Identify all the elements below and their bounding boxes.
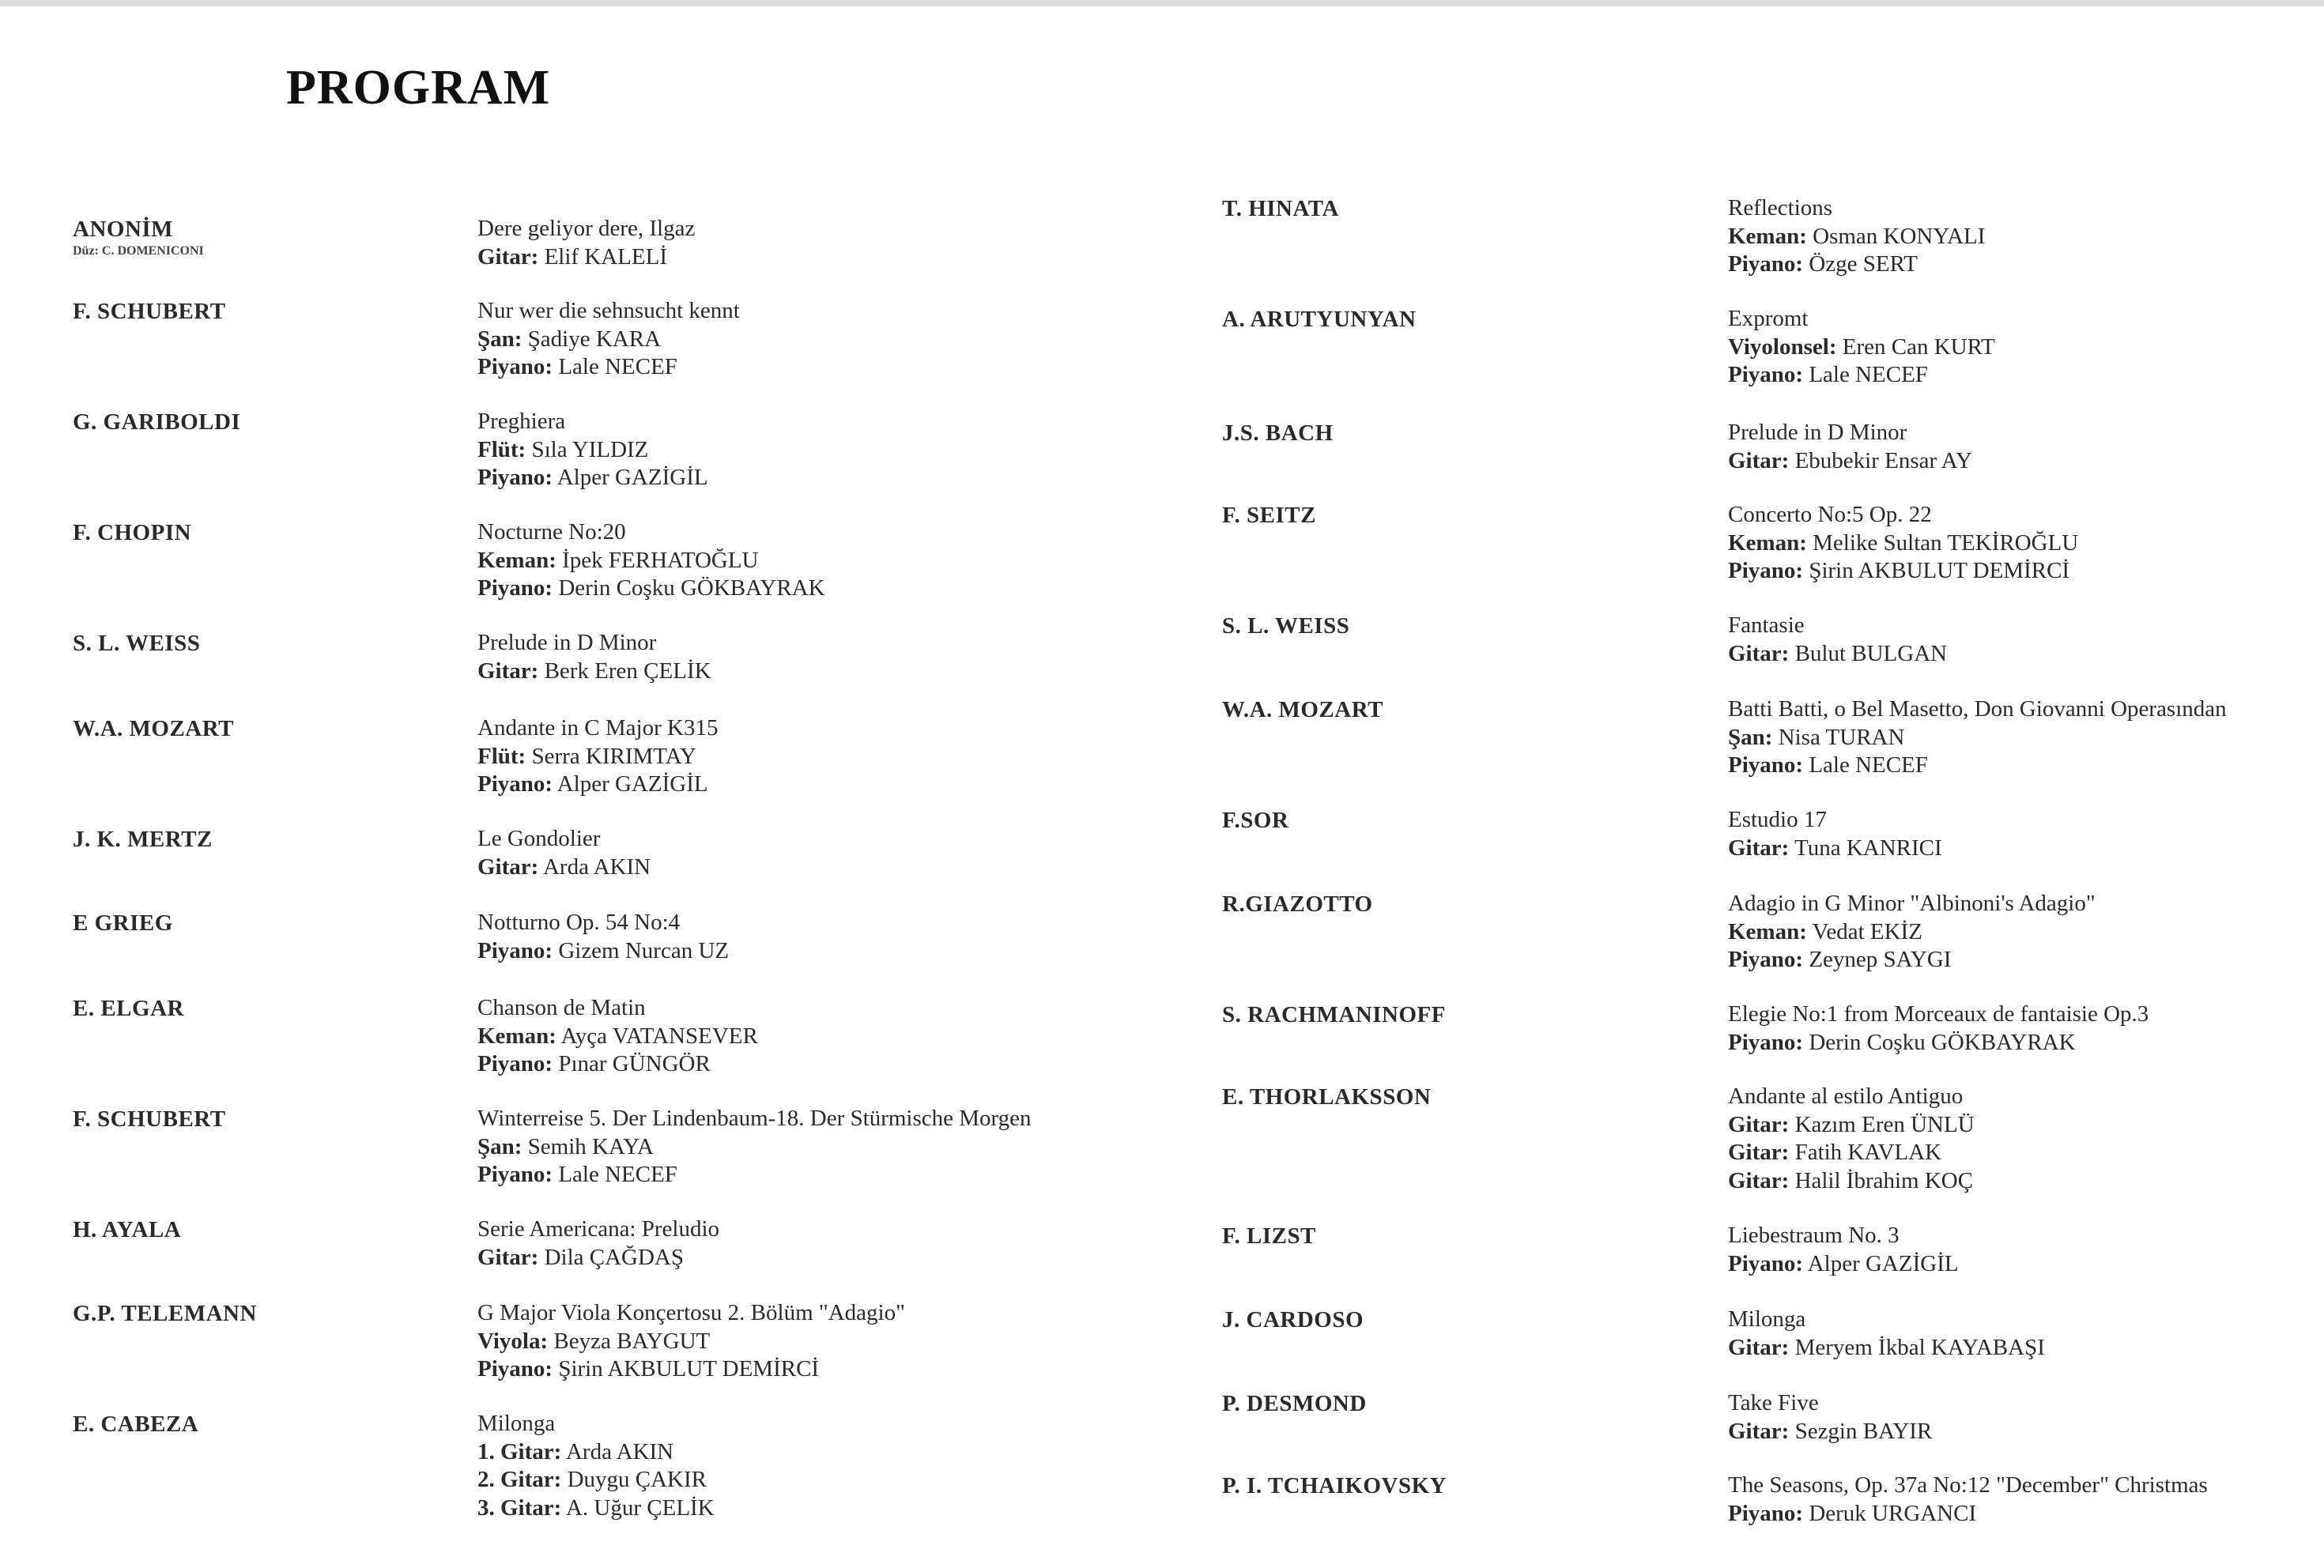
instrument-label: Flüt: (477, 436, 526, 462)
composer-name (1222, 1083, 1728, 1195)
performer-line (477, 353, 740, 382)
performer-line (477, 1466, 715, 1494)
piece-title: Batti Batti, o Bel Masetto, Don Giovanni Operasından (1728, 696, 2227, 722)
instrument-label: Şan: (477, 1133, 523, 1159)
arranger-credit: Düz: C. DOMENICONI (73, 244, 204, 258)
composer-name (1222, 1222, 1728, 1278)
piece-details (1728, 1001, 2149, 1057)
performer-line (477, 937, 729, 966)
piece-details (1728, 1306, 2045, 1362)
instrument-label: Keman: (1728, 918, 1807, 944)
performer-name: Arda AKIN (561, 1438, 674, 1464)
program-entry (1222, 890, 2096, 974)
piece-details (1728, 419, 1972, 475)
piece-title: Andante al estilo Antiguo (1728, 1084, 1964, 1109)
instrument-label: Piyano: (1728, 752, 1804, 778)
performer-name: Fatih KAVLAK (1789, 1140, 1942, 1165)
performer-line (1728, 640, 1947, 669)
piece-details (477, 994, 758, 1079)
performer-name: Lale NECEF (553, 1162, 677, 1187)
composer-label: F. SCHUBERT (73, 1106, 226, 1132)
piece-title: Chanson de Matin (477, 995, 646, 1020)
performer-line (477, 854, 651, 882)
piece-title: Expromt (1728, 306, 1809, 331)
piece-details (1728, 695, 2227, 780)
instrument-label: Gitar: (1728, 447, 1790, 473)
performer-line (1728, 361, 1995, 390)
instrument-label: Gitar: (1728, 640, 1790, 666)
instrument-label: Piyano: (477, 1162, 553, 1187)
piece-title: Winterreise 5. Der Lindenbaum-18. Der Stürmische Morgen (477, 1106, 1032, 1131)
performer-line (477, 1438, 715, 1467)
piece-title: Elegie No:1 from Morceaux de fantaisie Op.3 (1728, 1001, 2149, 1027)
instrument-label: 3. Gitar: (477, 1494, 562, 1521)
performer-line (1728, 918, 2096, 947)
piece-details (1728, 501, 2078, 586)
composer-name (1222, 890, 1728, 974)
performer-line (1728, 1167, 1975, 1196)
composer-name (1222, 501, 1728, 586)
performer-name: Duygu ÇAKIR (561, 1467, 707, 1492)
piece-title: Take Five (1728, 1390, 1819, 1415)
instrument-label: Gitar: (477, 658, 539, 684)
performer-line (1728, 447, 1972, 476)
instrument-label: Piyano: (1728, 1500, 1804, 1526)
program-entry (1222, 305, 1995, 390)
program-entry (73, 1410, 715, 1522)
piece-details (477, 215, 695, 271)
program-entry (73, 518, 825, 603)
performer-name: Eren Can KURT (1836, 334, 1995, 360)
instrument-label: Gitar: (1728, 835, 1790, 861)
performer-line (1728, 1139, 1975, 1167)
composer-label: W.A. MOZART (73, 716, 235, 741)
piece-details (477, 629, 711, 685)
performer-line (477, 658, 711, 686)
performer-name: Şadiye KARA (522, 326, 662, 352)
instrument-label: Keman: (477, 1023, 556, 1049)
instrument-label: Şan: (1728, 724, 1773, 750)
piece-title: Andante in C Major K315 (477, 715, 719, 741)
program-entry (73, 1299, 905, 1384)
composer-name (1222, 806, 1728, 862)
composer-label: T. HINATA (1222, 196, 1339, 221)
instrument-label: Viyola: (477, 1328, 549, 1354)
instrument-label: Piyano: (477, 575, 553, 601)
instrument-label: Şan: (477, 326, 523, 352)
instrument-label: Piyano: (1728, 1029, 1804, 1055)
performer-name: Derin Coşku GÖKBAYRAK (553, 575, 825, 601)
composer-label: ANONİM (73, 217, 174, 242)
piece-details (477, 408, 708, 492)
performer-name: Elif KALELİ (538, 243, 667, 270)
instrument-label: Gitar: (477, 243, 539, 270)
program-entry (1222, 1001, 2149, 1057)
instrument-label: Piyano: (477, 1051, 553, 1076)
performer-line (477, 1494, 715, 1523)
composer-label: W.A. MOZART (1222, 697, 1384, 722)
performer-name: Nisa TURAN (1772, 724, 1905, 750)
performer-line (1728, 334, 1995, 362)
piece-title: G Major Viola Konçertosu 2. Bölüm "Adagio" (477, 1300, 905, 1325)
performer-name: Kazım Eren ÜNLÜ (1789, 1111, 1975, 1137)
performer-name: Alper GAZİGİL (1803, 1250, 1959, 1276)
composer-name (73, 297, 477, 382)
performer-name: Dila ÇAĞDAŞ (538, 1244, 684, 1270)
program-entry (1222, 419, 1972, 475)
program-entry (73, 1216, 719, 1272)
piece-details (1728, 1389, 1932, 1446)
performer-name: Berk Eren ÇELİK (538, 658, 711, 684)
instrument-label: Viyolonsel: (1728, 334, 1837, 360)
composer-name (1222, 419, 1728, 475)
performer-line (1728, 223, 1985, 251)
performer-line (1728, 1111, 1975, 1140)
piece-details (477, 714, 718, 799)
program-entry (1222, 1083, 1975, 1195)
piece-title: Fantasie (1728, 612, 1805, 638)
performer-name: Sezgin BAYIR (1789, 1418, 1933, 1444)
performer-name: Alper GAZİGİL (553, 771, 708, 797)
program-entry (1222, 1472, 2208, 1528)
composer-label: S. RACHMANINOFF (1222, 1002, 1446, 1027)
instrument-label: Piyano: (1728, 558, 1804, 583)
piece-title: Reflections (1728, 195, 1833, 220)
piece-title: The Seasons, Op. 37a No:12 "December" Christmas (1728, 1472, 2208, 1498)
program-entry (73, 408, 708, 492)
performer-name: Lale NECEF (553, 354, 677, 379)
performer-line (1728, 724, 2227, 752)
performer-line (477, 1023, 758, 1051)
composer-label: J.S. BACH (1222, 420, 1334, 446)
program-entry (1222, 1222, 1959, 1278)
piece-title: Concerto No:5 Op. 22 (1728, 502, 1932, 527)
piece-title: Preghiera (477, 409, 566, 434)
performer-line (477, 464, 708, 492)
performer-name: Deruk URGANCI (1803, 1500, 1977, 1526)
performer-name: Derin Coşku GÖKBAYRAK (1803, 1029, 2076, 1055)
top-border (0, 0, 2324, 6)
performer-name: Lale NECEF (1803, 362, 1928, 387)
performer-name: Şirin AKBULUT DEMİRCİ (553, 1356, 820, 1381)
program-entry (1222, 501, 2078, 586)
composer-label: E GRIEG (73, 910, 173, 936)
composer-label: S. L. WEISS (73, 631, 201, 656)
program-entry (1222, 1306, 2045, 1362)
program-entry (73, 825, 651, 881)
program-entry (1222, 695, 2227, 780)
piece-title: Serie Americana: Preludio (477, 1216, 720, 1242)
composer-name (73, 1105, 477, 1189)
program-entry (73, 994, 758, 1079)
piece-details (477, 825, 651, 881)
performer-name: Şirin AKBULUT DEMİRCİ (1803, 558, 2070, 583)
performer-name: Ayça VATANSEVER (556, 1023, 758, 1049)
composer-label: F. CHOPIN (73, 520, 192, 545)
program-entry (73, 714, 718, 799)
composer-label: P. DESMOND (1222, 1391, 1367, 1416)
instrument-label: Gitar: (1728, 1140, 1790, 1165)
composer-name (73, 1299, 477, 1384)
performer-line (477, 326, 740, 354)
piece-details (1728, 806, 1942, 862)
instrument-label: Keman: (1728, 223, 1807, 249)
piece-title: Milonga (1728, 1306, 1806, 1332)
composer-name (1222, 1306, 1728, 1362)
performer-name: İpek FERHATOĞLU (556, 547, 759, 573)
instrument-label: Piyano: (477, 937, 553, 963)
piece-title: Liebestraum No. 3 (1728, 1223, 1900, 1248)
composer-label: G.P. TELEMANN (73, 1301, 257, 1326)
composer-name (1222, 1472, 1728, 1528)
composer-label: F. LIZST (1222, 1223, 1316, 1249)
composer-label: J. K. MERTZ (73, 827, 213, 852)
piece-title: Nocturne No:20 (477, 519, 626, 545)
piece-title: Dere geliyor dere, Ilgaz (477, 216, 696, 241)
performer-line (1728, 530, 2078, 558)
instrument-label: Piyano: (477, 354, 553, 379)
performer-line (477, 547, 825, 575)
performer-line (477, 771, 718, 799)
composer-label: E. THORLAKSSON (1222, 1084, 1432, 1110)
performer-line (477, 1050, 758, 1079)
piece-title: Prelude in D Minor (1728, 420, 1907, 445)
instrument-label: Piyano: (477, 1356, 553, 1381)
piece-title: Nur wer die sehnsucht kennt (477, 298, 740, 323)
performer-line (1728, 752, 2227, 780)
performer-name: Semih KAYA (522, 1133, 654, 1159)
instrument-label: Gitar: (1728, 1111, 1790, 1137)
composer-label: S. L. WEISS (1222, 613, 1350, 639)
instrument-label: Piyano: (1728, 362, 1804, 387)
performer-line (477, 436, 708, 465)
performer-line (477, 1328, 905, 1356)
instrument-label: Piyano: (477, 771, 553, 797)
piece-title: Notturno Op. 54 No:4 (477, 910, 681, 935)
composer-name (73, 629, 477, 685)
piece-details (477, 1299, 905, 1384)
performer-name: Sıla YILDIZ (526, 436, 649, 462)
piece-details (1728, 1083, 1975, 1195)
composer-label: H. AYALA (73, 1217, 182, 1242)
performer-line (1728, 251, 1985, 279)
performer-line (1728, 835, 1942, 863)
performer-line (1728, 1250, 1959, 1279)
piece-title: Milonga (477, 1411, 556, 1436)
piece-details (1728, 612, 1947, 668)
composer-name (73, 1410, 477, 1522)
performer-name: Beyza BAYGUT (548, 1328, 711, 1354)
composer-name (73, 909, 477, 965)
performer-name: Lale NECEF (1803, 752, 1928, 778)
performer-name: Halil İbrahim KOÇ (1789, 1167, 1974, 1193)
performer-name: Serra KIRIMTAY (526, 743, 696, 769)
program-entry (1222, 1389, 1932, 1446)
page-title: PROGRAM (286, 61, 551, 115)
performer-line (477, 1133, 1032, 1162)
composer-name (73, 714, 477, 799)
performer-line (477, 1355, 905, 1384)
piece-details (477, 1105, 1032, 1189)
performer-line (1728, 1029, 2149, 1057)
composer-name (73, 518, 477, 603)
piece-details (477, 909, 729, 965)
piece-details (1728, 305, 1995, 390)
performer-line (477, 743, 718, 771)
program-entry (73, 297, 740, 382)
program-entry (1222, 806, 1942, 862)
piece-title: Le Gondolier (477, 826, 601, 851)
piece-details (477, 518, 825, 603)
performer-name: Ebubekir Ensar AY (1789, 447, 1973, 473)
instrument-label: Gitar: (477, 854, 539, 880)
piece-title: Estudio 17 (1728, 807, 1827, 832)
performer-line (477, 1161, 1032, 1189)
performer-line (1728, 946, 2096, 974)
instrument-label: Flüt: (477, 743, 526, 769)
instrument-label: Keman: (1728, 530, 1807, 556)
performer-name: Vedat EKİZ (1806, 918, 1922, 944)
performer-line (477, 575, 825, 603)
instrument-label: Gitar: (1728, 1167, 1790, 1193)
performer-name: Zeynep SAYGI (1803, 947, 1952, 972)
performer-name: Bulut BULGAN (1789, 640, 1948, 666)
piece-details (1728, 1472, 2208, 1528)
instrument-label: Gitar: (477, 1244, 539, 1270)
composer-label: A. ARUTYUNYAN (1222, 307, 1417, 332)
composer-name (73, 825, 477, 881)
composer-label: E. CABEZA (73, 1412, 199, 1437)
performer-line (477, 1244, 719, 1272)
piece-details (1728, 194, 1985, 279)
composer-label: R.GIAZOTTO (1222, 891, 1373, 917)
performer-line (1728, 557, 2078, 586)
composer-name (1222, 194, 1728, 279)
composer-name (73, 408, 477, 492)
instrument-label: 1. Gitar: (477, 1438, 562, 1464)
composer-name (73, 215, 477, 271)
piece-details (1728, 890, 2096, 974)
composer-name (1222, 1001, 1728, 1057)
performer-name: Meryem İkbal KAYABAŞI (1789, 1334, 2045, 1360)
instrument-label: Keman: (477, 547, 556, 573)
performer-line (1728, 1418, 1932, 1446)
program-entry (73, 1105, 1032, 1189)
instrument-label: Gitar: (1728, 1334, 1790, 1360)
composer-name (73, 994, 477, 1079)
performer-name: Osman KONYALI (1806, 223, 1986, 249)
performer-line (1728, 1334, 2045, 1363)
program-entry (73, 215, 695, 271)
program-entry (73, 629, 711, 685)
instrument-label: Piyano: (1728, 1250, 1804, 1276)
composer-label: F. SCHUBERT (73, 299, 226, 324)
performer-name: Özge SERT (1803, 251, 1918, 277)
composer-label: F.SOR (1222, 808, 1289, 833)
piece-title: Adagio in G Minor "Albinoni's Adagio" (1728, 891, 2096, 916)
instrument-label: 2. Gitar: (477, 1467, 562, 1492)
instrument-label: Gitar: (1728, 1418, 1790, 1444)
composer-label: E. ELGAR (73, 996, 184, 1021)
composer-name (73, 1216, 477, 1272)
composer-label: F. SEITZ (1222, 503, 1316, 528)
program-entry (1222, 612, 1947, 668)
composer-label: P. I. TCHAIKOVSKY (1222, 1473, 1447, 1498)
performer-line (1728, 1500, 2208, 1528)
instrument-label: Piyano: (1728, 947, 1804, 972)
performer-name: Gizem Nurcan UZ (553, 937, 730, 963)
composer-label: J. CARDOSO (1222, 1307, 1364, 1332)
performer-name: A. Uğur ÇELİK (561, 1494, 715, 1521)
performer-name: Tuna KANRICI (1789, 835, 1942, 861)
program-entry (73, 909, 729, 965)
composer-name (1222, 695, 1728, 780)
program-entry (1222, 194, 1985, 279)
instrument-label: Piyano: (1728, 251, 1804, 277)
performer-name: Alper GAZİGİL (553, 465, 708, 490)
composer-name (1222, 612, 1728, 668)
piece-title: Prelude in D Minor (477, 630, 657, 655)
performer-line (477, 243, 695, 272)
performer-name: Arda AKIN (538, 854, 651, 880)
performer-name: Pınar GÜNGÖR (553, 1051, 711, 1076)
composer-label: G. GARIBOLDI (73, 409, 241, 435)
composer-name (1222, 1389, 1728, 1446)
piece-details (477, 1216, 719, 1272)
instrument-label: Piyano: (477, 465, 553, 490)
piece-details (477, 297, 740, 382)
piece-details (1728, 1222, 1959, 1278)
piece-details (477, 1410, 715, 1522)
performer-name: Melike Sultan TEKİROĞLU (1806, 530, 2079, 556)
composer-name (1222, 305, 1728, 390)
